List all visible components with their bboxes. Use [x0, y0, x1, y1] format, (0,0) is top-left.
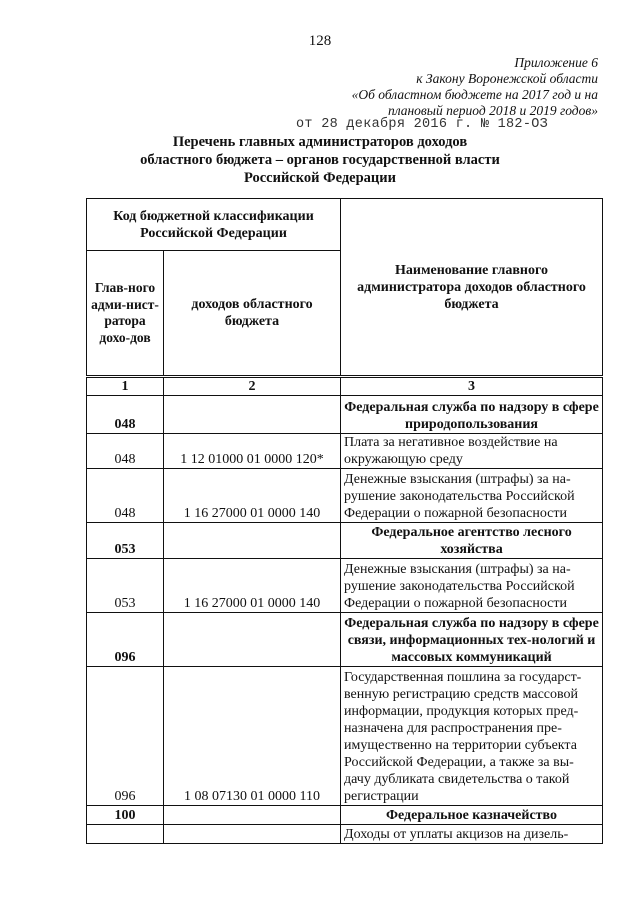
admin-code	[87, 825, 164, 844]
administrators-table	[86, 198, 603, 844]
admin-code: 053	[87, 523, 164, 559]
admin-code: 048	[87, 434, 164, 469]
administrator-name: Федеральная служба по надзору в сфере природопользования	[341, 396, 603, 434]
admin-code: 096	[87, 613, 164, 667]
title-line: Российской Федерации	[243, 170, 396, 186]
admin-code: 096	[87, 667, 164, 806]
income-code	[164, 806, 341, 825]
table-row	[87, 613, 603, 667]
column-number: 1	[87, 377, 164, 396]
column-number: 2	[164, 377, 341, 396]
table-row	[87, 396, 603, 434]
table-row	[87, 806, 603, 825]
administrator-name: Федеральная служба по надзору в сфере связи, информационных тех-нологий и массовых коммуникаций	[341, 613, 603, 667]
income-name: Доходы от уплаты акцизов на дизель-	[341, 825, 603, 844]
income-code: 1 16 27000 01 0000 140	[164, 469, 341, 523]
appendix-line: «Об областном бюджете на 2017 год и на	[351, 87, 598, 102]
title-line: Перечень главных администраторов доходов	[172, 134, 468, 150]
income-code	[164, 396, 341, 434]
table-row	[87, 559, 603, 613]
income-code	[164, 613, 341, 667]
table-row	[87, 469, 603, 523]
income-name: Денежные взыскания (штрафы) за на-рушение законодательства Российской Федерации о пожарной безопасности	[341, 469, 603, 523]
document-title	[0, 133, 640, 187]
admin-code: 100	[87, 806, 164, 825]
column-number: 3	[341, 377, 603, 396]
table-row	[87, 523, 603, 559]
income-code: 1 16 27000 01 0000 140	[164, 559, 341, 613]
income-code	[164, 825, 341, 844]
table-row	[87, 667, 603, 806]
admin-code: 048	[87, 469, 164, 523]
header-name: Наименование главного администратора доходов областного бюджета	[341, 199, 603, 377]
date-stamp: от 28 декабря 2016 г. № 182-ОЗ	[296, 117, 549, 132]
table-row	[87, 434, 603, 469]
income-name: Государственная пошлина за государст-венную регистрацию средств массовой информации, продукция которых пред-назначена для распространения пре-имущественно на территории субъекта Российской Федерации, а также за вы-дачу дубликата свидетельства о такой регистрации	[341, 667, 603, 806]
title-line: областного бюджета – органов государственной власти	[140, 152, 500, 168]
administrator-name: Федеральное агентство лесного хозяйства	[341, 523, 603, 559]
appendix-line: плановый период 2018 и 2019 годов»	[387, 103, 598, 118]
table-row	[87, 825, 603, 844]
header-admin-code: Глав-ного адми-нист-ратора дохо-дов	[87, 251, 164, 377]
appendix-line: Приложение 6	[514, 55, 598, 70]
appendix-block	[352, 55, 598, 119]
page-number: 128	[308, 33, 332, 49]
header-code-group: Код бюджетной классификации Российской Федерации	[87, 199, 341, 251]
income-name: Плата за негативное воздействие на окружающую среду	[341, 434, 603, 469]
income-code	[164, 523, 341, 559]
admin-code: 048	[87, 396, 164, 434]
income-code: 1 12 01000 01 0000 120*	[164, 434, 341, 469]
header-income-code: доходов областного бюджета	[164, 251, 341, 377]
admin-code: 053	[87, 559, 164, 613]
income-code: 1 08 07130 01 0000 110	[164, 667, 341, 806]
income-name: Денежные взыскания (штрафы) за на-рушение законодательства Российской Федерации о пожарной безопасности	[341, 559, 603, 613]
appendix-line: к Закону Воронежской области	[416, 71, 598, 86]
administrator-name: Федеральное казначейство	[341, 806, 603, 825]
